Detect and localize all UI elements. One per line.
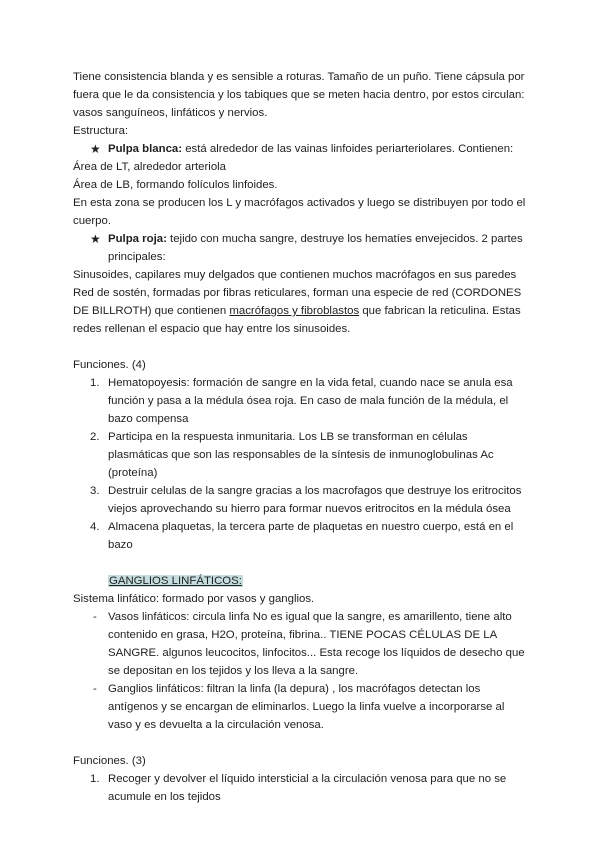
dash-bullet-icon: -: [93, 683, 97, 695]
list-number: 1.: [90, 773, 100, 785]
list-item-text: Recoger y devolver el líquido intersticial a la circulación venosa para que no se acumule en los tejidos: [108, 773, 507, 803]
list-number: 3.: [90, 485, 100, 497]
spacer: [73, 338, 529, 356]
red-sosten-underlined: macrófagos y fibroblastos: [229, 305, 360, 317]
ganglios-funciones-label: Funciones. (3): [73, 755, 146, 767]
star-bullet-icon: ★: [90, 232, 101, 246]
zona-paragraph: En esta zona se producen los L y macrófagos activados y luego se distribuyen por todo el cuerpo.: [73, 197, 526, 227]
ganglios-heading-line: [73, 572, 529, 590]
area-lt-line: Área de LT, alrededor arteriola: [73, 161, 227, 173]
bazo-funcion-item: [73, 428, 529, 482]
list-number: 1.: [90, 377, 100, 389]
pulpa-roja-item: [73, 230, 529, 266]
list-number: 2.: [90, 431, 100, 443]
ganglios-heading: GANGLIOS LINFÁTICOS:: [109, 575, 242, 587]
bazo-funciones-label: Funciones. (4): [73, 359, 146, 371]
list-item-text: Almacena plaquetas, la tercera parte de plaquetas en nuestro cuerpo, está en el bazo: [108, 521, 514, 551]
list-item-text: Hematopoyesis: formación de sangre en la vida fetal, cuando nace se anula esa función y pasa a la médula ósea roja. En caso de mala función de la médula, el bazo compensa: [108, 377, 513, 425]
ganglios-list-item: [73, 608, 529, 680]
spacer: [73, 554, 529, 572]
red-sosten-text-1: Red de sostén, formadas por fibras reticulares, forman una especie de red (CORDONES DE BILLROTH) que contienen: [73, 287, 522, 317]
ganglios-list-item: [73, 680, 529, 734]
pulpa-blanca-item: [73, 140, 529, 158]
list-item-text: Participa en la respuesta inmunitaria. Los LB se transforman en células plasmáticas que son las responsables de la síntesis de inmunoglobulinas Ac (proteína): [108, 431, 494, 479]
bazo-funcion-item: [73, 374, 529, 428]
pulpa-roja-text: tejido con mucha sangre, destruye los hematíes envejecidos. 2 partes principales:: [108, 233, 523, 263]
pulpa-blanca-title: Pulpa blanca:: [108, 143, 183, 155]
red-sosten-text-2: que fabrican la reticulina. Estas redes rellenan el espacio que hay entre los sinusoides.: [73, 305, 521, 335]
bazo-funcion-item: [73, 482, 529, 518]
list-item-text: Destruir celulas de la sangre gracias a los macrofagos que destruye los eritrocitos viejos aprovechando su hierro para formar nuevos eritrocitos en la médula ósea: [108, 485, 522, 515]
ganglios-funcion-item: [73, 770, 529, 806]
area-lb-line: Área de LB, formando folículos linfoides.: [73, 179, 278, 191]
sinusoides-line: Sinusoides, capilares muy delgados que contienen muchos macrófagos en sus paredes: [73, 269, 517, 281]
list-number: 4.: [90, 521, 100, 533]
dash-bullet-icon: -: [93, 611, 97, 623]
list-item-text: Ganglios linfáticos: filtran la linfa (la depura) , los macrófagos detectan los antígenos y se encargan de eliminarlos. Luego la linfa vuelve a incorporarse al vaso y es devuelta a la circulación venosa.: [108, 683, 505, 731]
spacer: [73, 734, 529, 752]
sistema-linfatico-line: Sistema linfático: formado por vasos y ganglios.: [73, 593, 315, 605]
star-bullet-icon: ★: [90, 142, 101, 156]
document-body: [73, 68, 529, 806]
pulpa-blanca-text: está alrededor de las vainas linfoides periarteriolares. Contienen:: [182, 143, 514, 155]
bazo-intro-paragraph: Tiene consistencia blanda y es sensible a roturas. Tamaño de un puño. Tiene cápsula por fuera que le da consistencia y los tabiques que se meten hacia dentro, por estos circulan: vasos sanguíneos, linfáticos y nervios.: [73, 71, 525, 119]
list-item-text: Vasos linfáticos: circula linfa No es igual que la sangre, es amarillento, tiene alto contenido en grasa, H2O, proteína, fibrina.. TIENE POCAS CÉLULAS DE LA SANGRE. algunos leucocitos, linfocitos... Esta recoge los líquidos de desecho que se depositan en los tejidos y los lleva a la sangre.: [108, 611, 525, 677]
bazo-funcion-item: [73, 518, 529, 554]
pulpa-roja-title: Pulpa roja:: [108, 233, 167, 245]
red-sosten-paragraph: [73, 284, 529, 338]
estructura-label: Estructura:: [73, 125, 129, 137]
